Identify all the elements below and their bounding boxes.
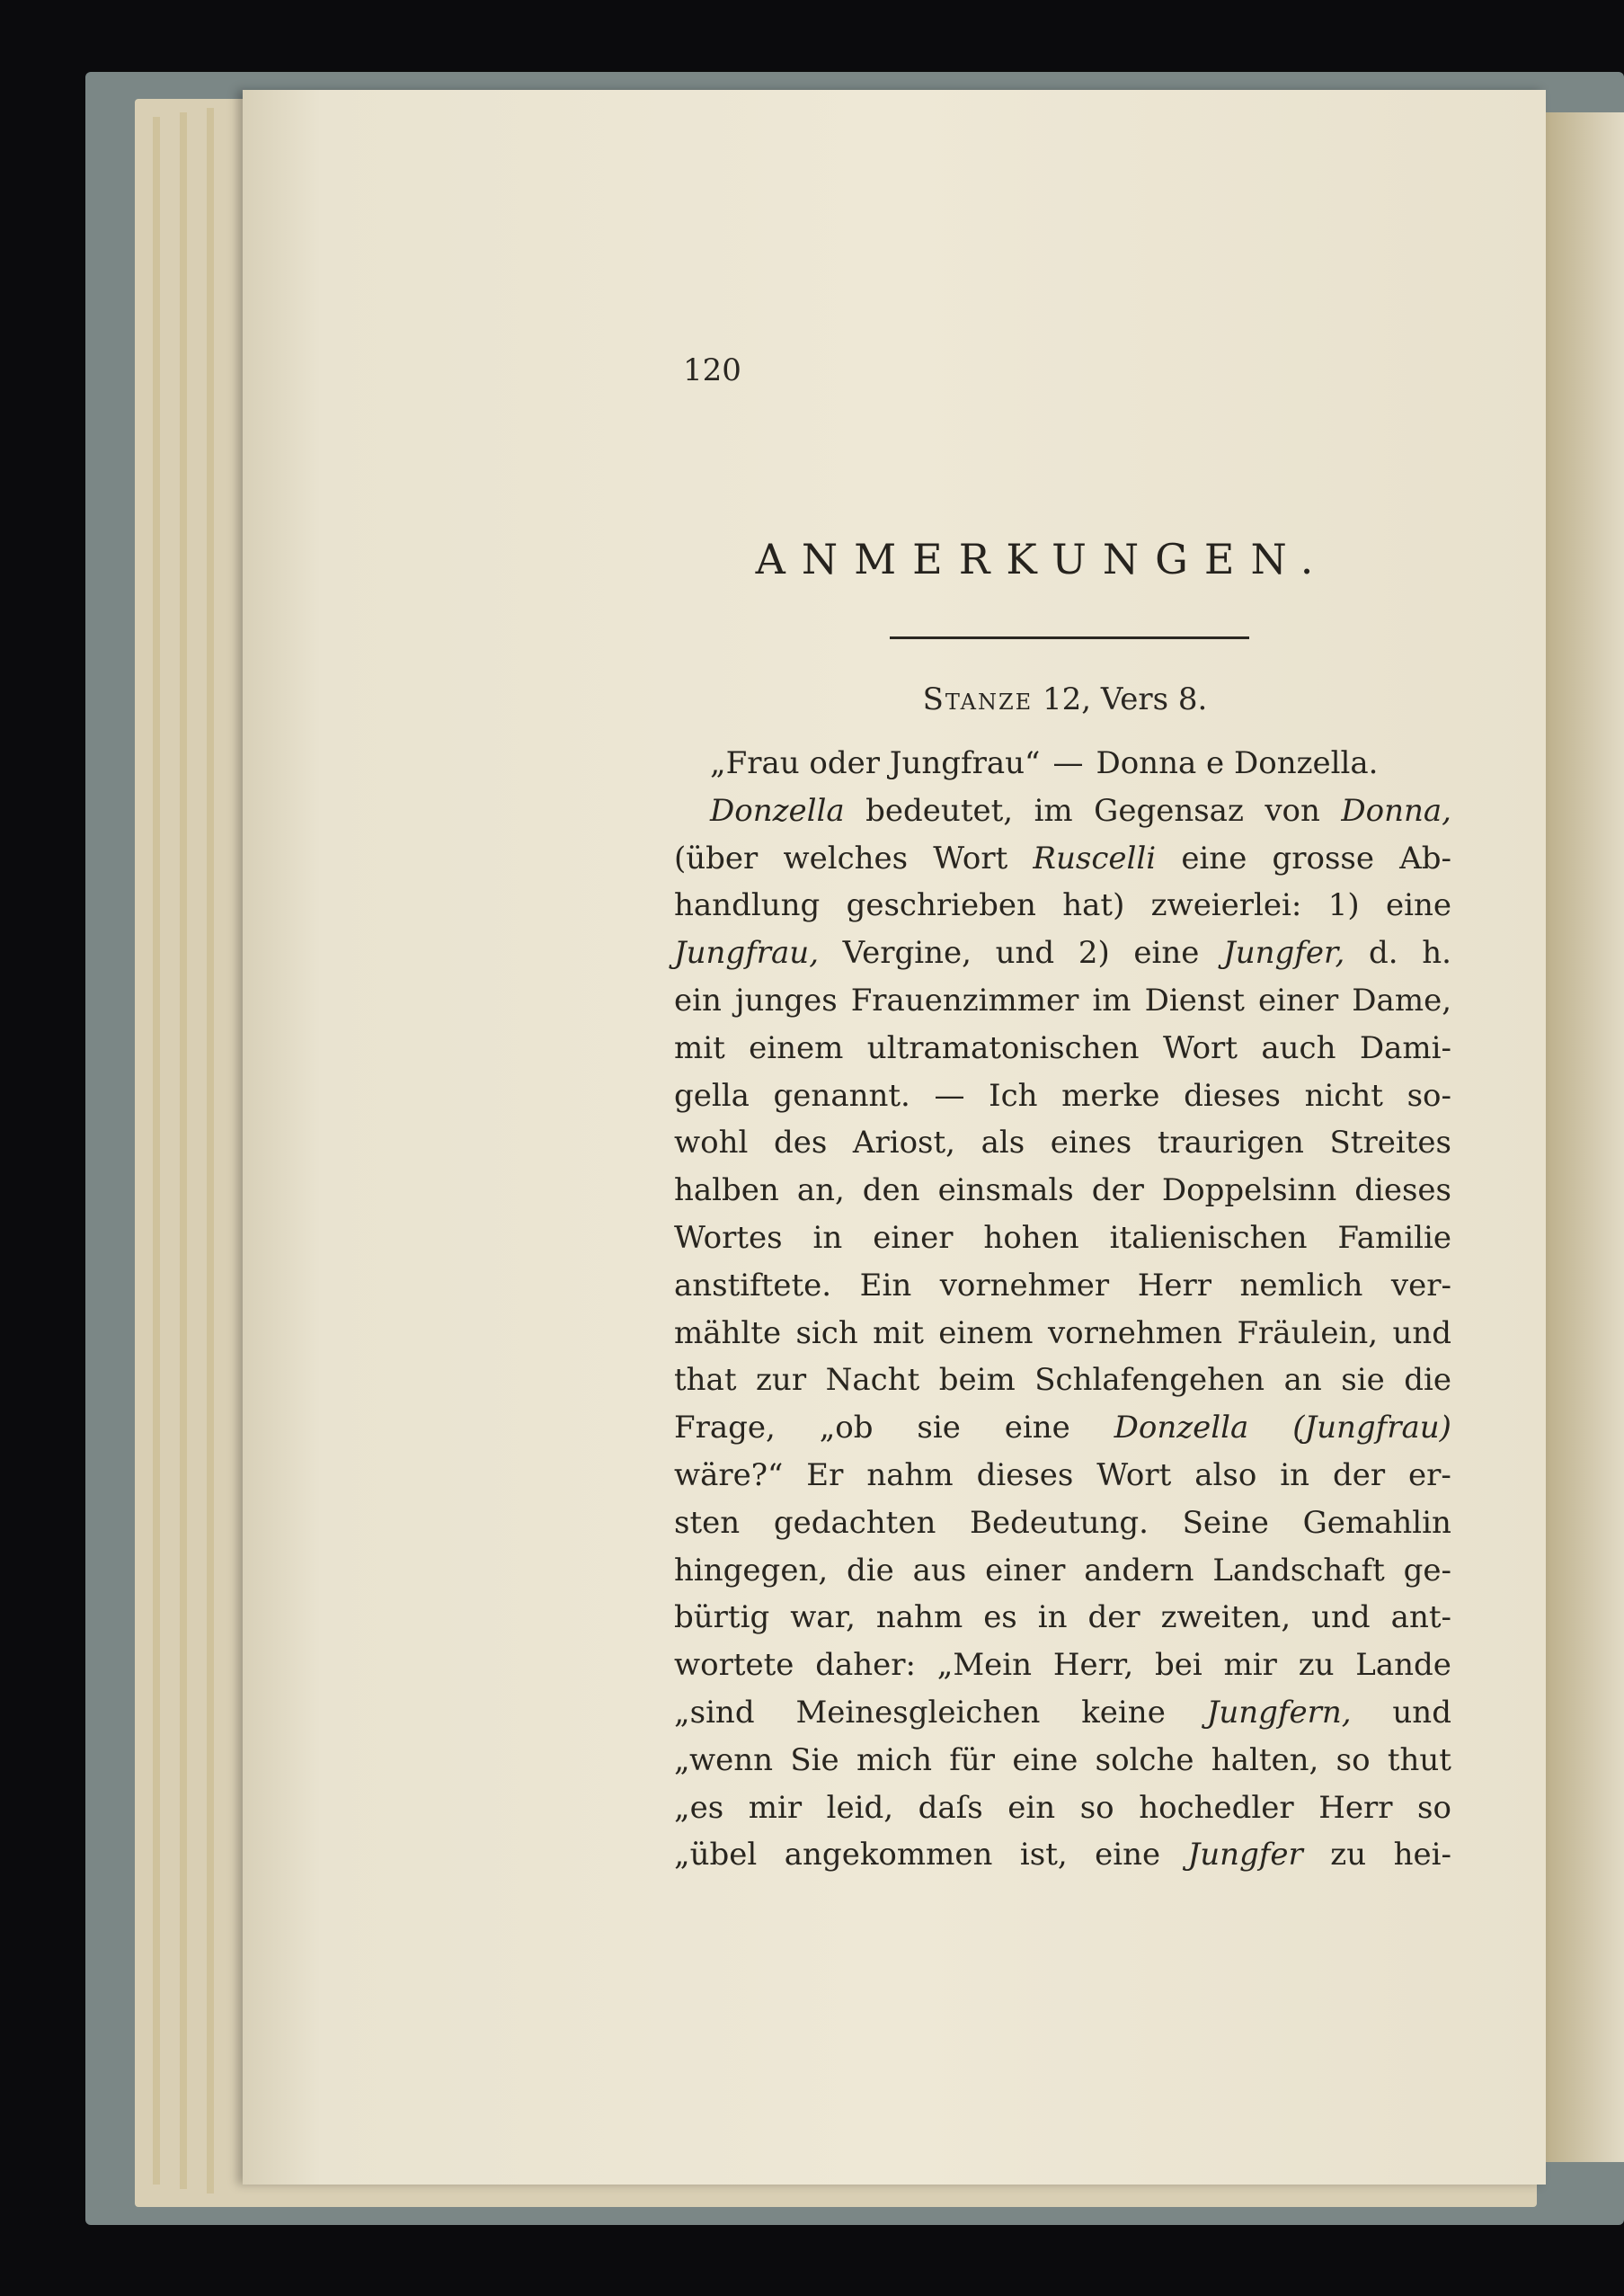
text-line — [674, 1689, 1451, 1737]
word: eines — [1050, 1125, 1132, 1161]
word: Seine — [1182, 1504, 1269, 1541]
word: genannt. — [773, 1077, 910, 1114]
word: Gegensaz — [1094, 792, 1244, 829]
word: sie — [917, 1410, 961, 1446]
word: Vergine, — [842, 935, 972, 972]
word: „übel — [674, 1837, 758, 1873]
word: ge- — [1403, 1552, 1451, 1589]
page-edge — [153, 117, 160, 2185]
word: grosse — [1272, 840, 1374, 877]
word: bürtig — [674, 1599, 770, 1636]
word: so- — [1407, 1077, 1451, 1114]
word: zu — [1298, 1647, 1335, 1684]
word: Wortes — [674, 1219, 783, 1256]
word: keine — [1081, 1694, 1166, 1731]
word: im — [1092, 982, 1131, 1019]
word: nemlich — [1239, 1267, 1363, 1304]
text-line — [674, 882, 1451, 930]
text-line — [674, 1215, 1451, 1262]
word: beim — [938, 1362, 1016, 1399]
word: ein — [1007, 1789, 1056, 1826]
word: ist, — [1019, 1837, 1068, 1873]
word: vornehmen — [1047, 1314, 1223, 1351]
text-line — [674, 1072, 1451, 1120]
word: nahm — [875, 1599, 963, 1636]
word: Wort — [933, 840, 1008, 877]
chapter-heading: ANMERKUNGEN. — [755, 535, 1330, 583]
word: hochedler — [1139, 1789, 1294, 1826]
word: Wort — [1162, 1029, 1238, 1066]
word: Ein — [859, 1267, 912, 1304]
word: als — [981, 1125, 1025, 1161]
word: vornehmer — [939, 1267, 1110, 1304]
word: in — [812, 1219, 843, 1256]
word: andern — [1084, 1552, 1194, 1589]
word: h. — [1422, 935, 1451, 972]
word: halben — [674, 1172, 779, 1209]
word: angekommen — [784, 1837, 993, 1873]
word: hat) — [1062, 887, 1125, 924]
word: d. — [1368, 935, 1398, 972]
word: — — [934, 1077, 965, 1114]
word: sich — [795, 1314, 858, 1351]
word: so — [1336, 1741, 1371, 1778]
word: geschrieben — [846, 887, 1036, 924]
word: bei — [1154, 1647, 1202, 1684]
word: mählte — [674, 1314, 782, 1351]
word: nahm — [866, 1456, 954, 1493]
word: die — [847, 1552, 894, 1589]
word: und — [1392, 1694, 1451, 1731]
facing-page-edge — [1546, 112, 1624, 2162]
word: so — [1417, 1789, 1451, 1826]
word: Landschaft — [1212, 1552, 1385, 1589]
word: Familie — [1337, 1219, 1451, 1256]
word: „Frau oder Jungfrau“ — [710, 745, 1041, 781]
word: thut — [1387, 1741, 1451, 1778]
word: gedachten — [773, 1504, 936, 1541]
word: der — [1087, 1599, 1140, 1636]
word: eine — [1004, 1410, 1070, 1446]
word: von — [1265, 792, 1320, 829]
word: Donzella — [1114, 1410, 1249, 1446]
word: eine — [1095, 1837, 1161, 1873]
stanza-number: 12, — [1042, 681, 1092, 717]
text-line — [674, 740, 1451, 788]
word: Wort — [1096, 1456, 1172, 1493]
word: leid, — [826, 1789, 894, 1826]
word: bedeutet, — [865, 792, 1014, 829]
word: und — [995, 935, 1055, 972]
word: nicht — [1304, 1077, 1383, 1114]
word: Dienst — [1144, 982, 1245, 1019]
word: Doppelsinn — [1161, 1172, 1337, 1209]
word: Meinesgleichen — [795, 1694, 1041, 1731]
page-edge — [207, 108, 214, 2194]
text-line — [674, 1500, 1451, 1547]
word: war, — [790, 1599, 856, 1636]
word: „wenn — [674, 1741, 774, 1778]
word: Bedeutung. — [970, 1504, 1149, 1541]
word: Jungfer — [1187, 1837, 1303, 1873]
word: Frage, — [674, 1410, 776, 1446]
word: gella — [674, 1077, 750, 1114]
word: einem — [938, 1314, 1034, 1351]
word: „ob — [819, 1410, 874, 1446]
word: auch — [1261, 1029, 1336, 1066]
text-line — [674, 835, 1451, 883]
word: an — [1283, 1362, 1322, 1399]
section-reference — [683, 681, 1447, 717]
word: mit — [873, 1314, 924, 1351]
word: Dami- — [1359, 1029, 1451, 1066]
word: Herr, — [1052, 1647, 1134, 1684]
word: Donzella — [710, 792, 845, 829]
word: es — [983, 1599, 1017, 1636]
text-line — [674, 1025, 1451, 1072]
word: solche — [1095, 1741, 1194, 1778]
word: einem — [749, 1029, 844, 1066]
text-line — [674, 1831, 1451, 1879]
text-line — [674, 930, 1451, 977]
word: halten, — [1211, 1741, 1319, 1778]
word: „sind — [674, 1694, 755, 1731]
word: eine — [1181, 840, 1247, 877]
word: merke — [1061, 1077, 1160, 1114]
word: also — [1194, 1456, 1257, 1493]
word: (über — [674, 840, 759, 877]
word: 1) — [1327, 887, 1360, 924]
word: eine — [1012, 1741, 1078, 1778]
word: Er — [806, 1456, 844, 1493]
verse-label: Vers 8. — [1100, 681, 1208, 717]
word: Frauenzimmer — [850, 982, 1079, 1019]
text-line — [674, 1167, 1451, 1215]
heading-rule — [890, 636, 1249, 639]
word: den — [862, 1172, 920, 1209]
word: ultramatonischen — [866, 1029, 1140, 1066]
word: hei- — [1393, 1837, 1451, 1873]
word: dieses — [976, 1456, 1074, 1493]
word: welches — [783, 840, 909, 877]
word: Donna e Donzella. — [1096, 745, 1379, 781]
word: einsmals — [937, 1172, 1074, 1209]
word: für — [949, 1741, 996, 1778]
text-line — [674, 1404, 1451, 1452]
word: in — [1037, 1599, 1068, 1636]
word: „es — [674, 1789, 724, 1826]
word: Schlafengehen — [1034, 1362, 1265, 1399]
word: ein — [674, 982, 722, 1019]
word: Herr — [1318, 1789, 1393, 1826]
word: zu — [1330, 1837, 1367, 1873]
word: „Mein — [936, 1647, 1033, 1684]
word: so — [1079, 1789, 1114, 1826]
text-line — [674, 1594, 1451, 1642]
word: er- — [1408, 1456, 1451, 1493]
word: — — [1052, 745, 1084, 781]
word: ant- — [1390, 1599, 1451, 1636]
word: Jungfern, — [1206, 1694, 1352, 1731]
note-text — [674, 740, 1451, 1879]
word: und — [1392, 1314, 1451, 1351]
word: des — [773, 1125, 828, 1161]
word: mir — [1223, 1647, 1277, 1684]
word: Ariost, — [852, 1125, 955, 1161]
word: und — [1311, 1599, 1371, 1636]
word: sten — [674, 1504, 741, 1541]
word: Ruscelli — [1033, 840, 1157, 877]
word: wohl — [674, 1125, 749, 1161]
text-line — [674, 1737, 1451, 1784]
word: Gemahlin — [1302, 1504, 1451, 1541]
word: junges — [734, 982, 838, 1019]
word: die — [1404, 1362, 1451, 1399]
text-line — [674, 1642, 1451, 1689]
word: daher: — [815, 1647, 916, 1684]
word: eine — [1385, 887, 1451, 924]
word: that — [674, 1362, 737, 1399]
text-line — [674, 1119, 1451, 1167]
text-line — [674, 1452, 1451, 1500]
word: 2) — [1078, 935, 1110, 972]
word: in — [1280, 1456, 1310, 1493]
word: der — [1091, 1172, 1144, 1209]
word: Ich — [989, 1077, 1038, 1114]
word: der — [1332, 1456, 1386, 1493]
word: sie — [1341, 1362, 1385, 1399]
text-line — [674, 1784, 1451, 1832]
word: hingegen, — [674, 1552, 829, 1589]
word: dieses — [1184, 1077, 1281, 1114]
word: Nacht — [825, 1362, 920, 1399]
word: dieses — [1354, 1172, 1451, 1209]
word: einer — [1257, 982, 1339, 1019]
word: Streites — [1329, 1125, 1451, 1161]
word: zweiten, — [1160, 1599, 1291, 1636]
word: ver- — [1390, 1267, 1451, 1304]
word: handlung — [674, 887, 821, 924]
word: aus — [912, 1552, 967, 1589]
word: Jungfrau, — [674, 935, 820, 972]
word: zur — [756, 1362, 807, 1399]
word: mir — [748, 1789, 803, 1826]
word: Donna, — [1341, 792, 1451, 829]
word: wäre?“ — [674, 1456, 784, 1493]
word: im — [1034, 792, 1073, 829]
word: Lande — [1355, 1647, 1451, 1684]
page-number: 120 — [683, 352, 741, 388]
word: Ab- — [1399, 840, 1451, 877]
word: wortete — [674, 1647, 794, 1684]
word: (Jungfrau) — [1292, 1410, 1451, 1446]
page-edge — [180, 112, 187, 2189]
text-line — [674, 1547, 1451, 1595]
text-line — [674, 1310, 1451, 1357]
word: hohen — [983, 1219, 1079, 1256]
text-line — [674, 788, 1451, 835]
word: einer — [985, 1552, 1066, 1589]
word: anstiftete. — [674, 1267, 832, 1304]
word: Sie — [790, 1741, 839, 1778]
stanza-label: Stanze — [922, 681, 1034, 717]
word: Herr — [1137, 1267, 1211, 1304]
word: italienischen — [1109, 1219, 1308, 1256]
word: Jungfer, — [1223, 935, 1345, 972]
word: einer — [873, 1219, 954, 1256]
text-line — [674, 1357, 1451, 1404]
word: mit — [674, 1029, 725, 1066]
word: zweierlei: — [1150, 887, 1302, 924]
word: Fräulein, — [1237, 1314, 1379, 1351]
word: daſs — [918, 1789, 983, 1826]
text-line — [674, 1262, 1451, 1310]
word: Dame, — [1352, 982, 1451, 1019]
word: traurigen — [1157, 1125, 1304, 1161]
text-line — [674, 977, 1451, 1025]
word: eine — [1133, 935, 1200, 972]
word: an, — [796, 1172, 845, 1209]
word: mich — [856, 1741, 932, 1778]
